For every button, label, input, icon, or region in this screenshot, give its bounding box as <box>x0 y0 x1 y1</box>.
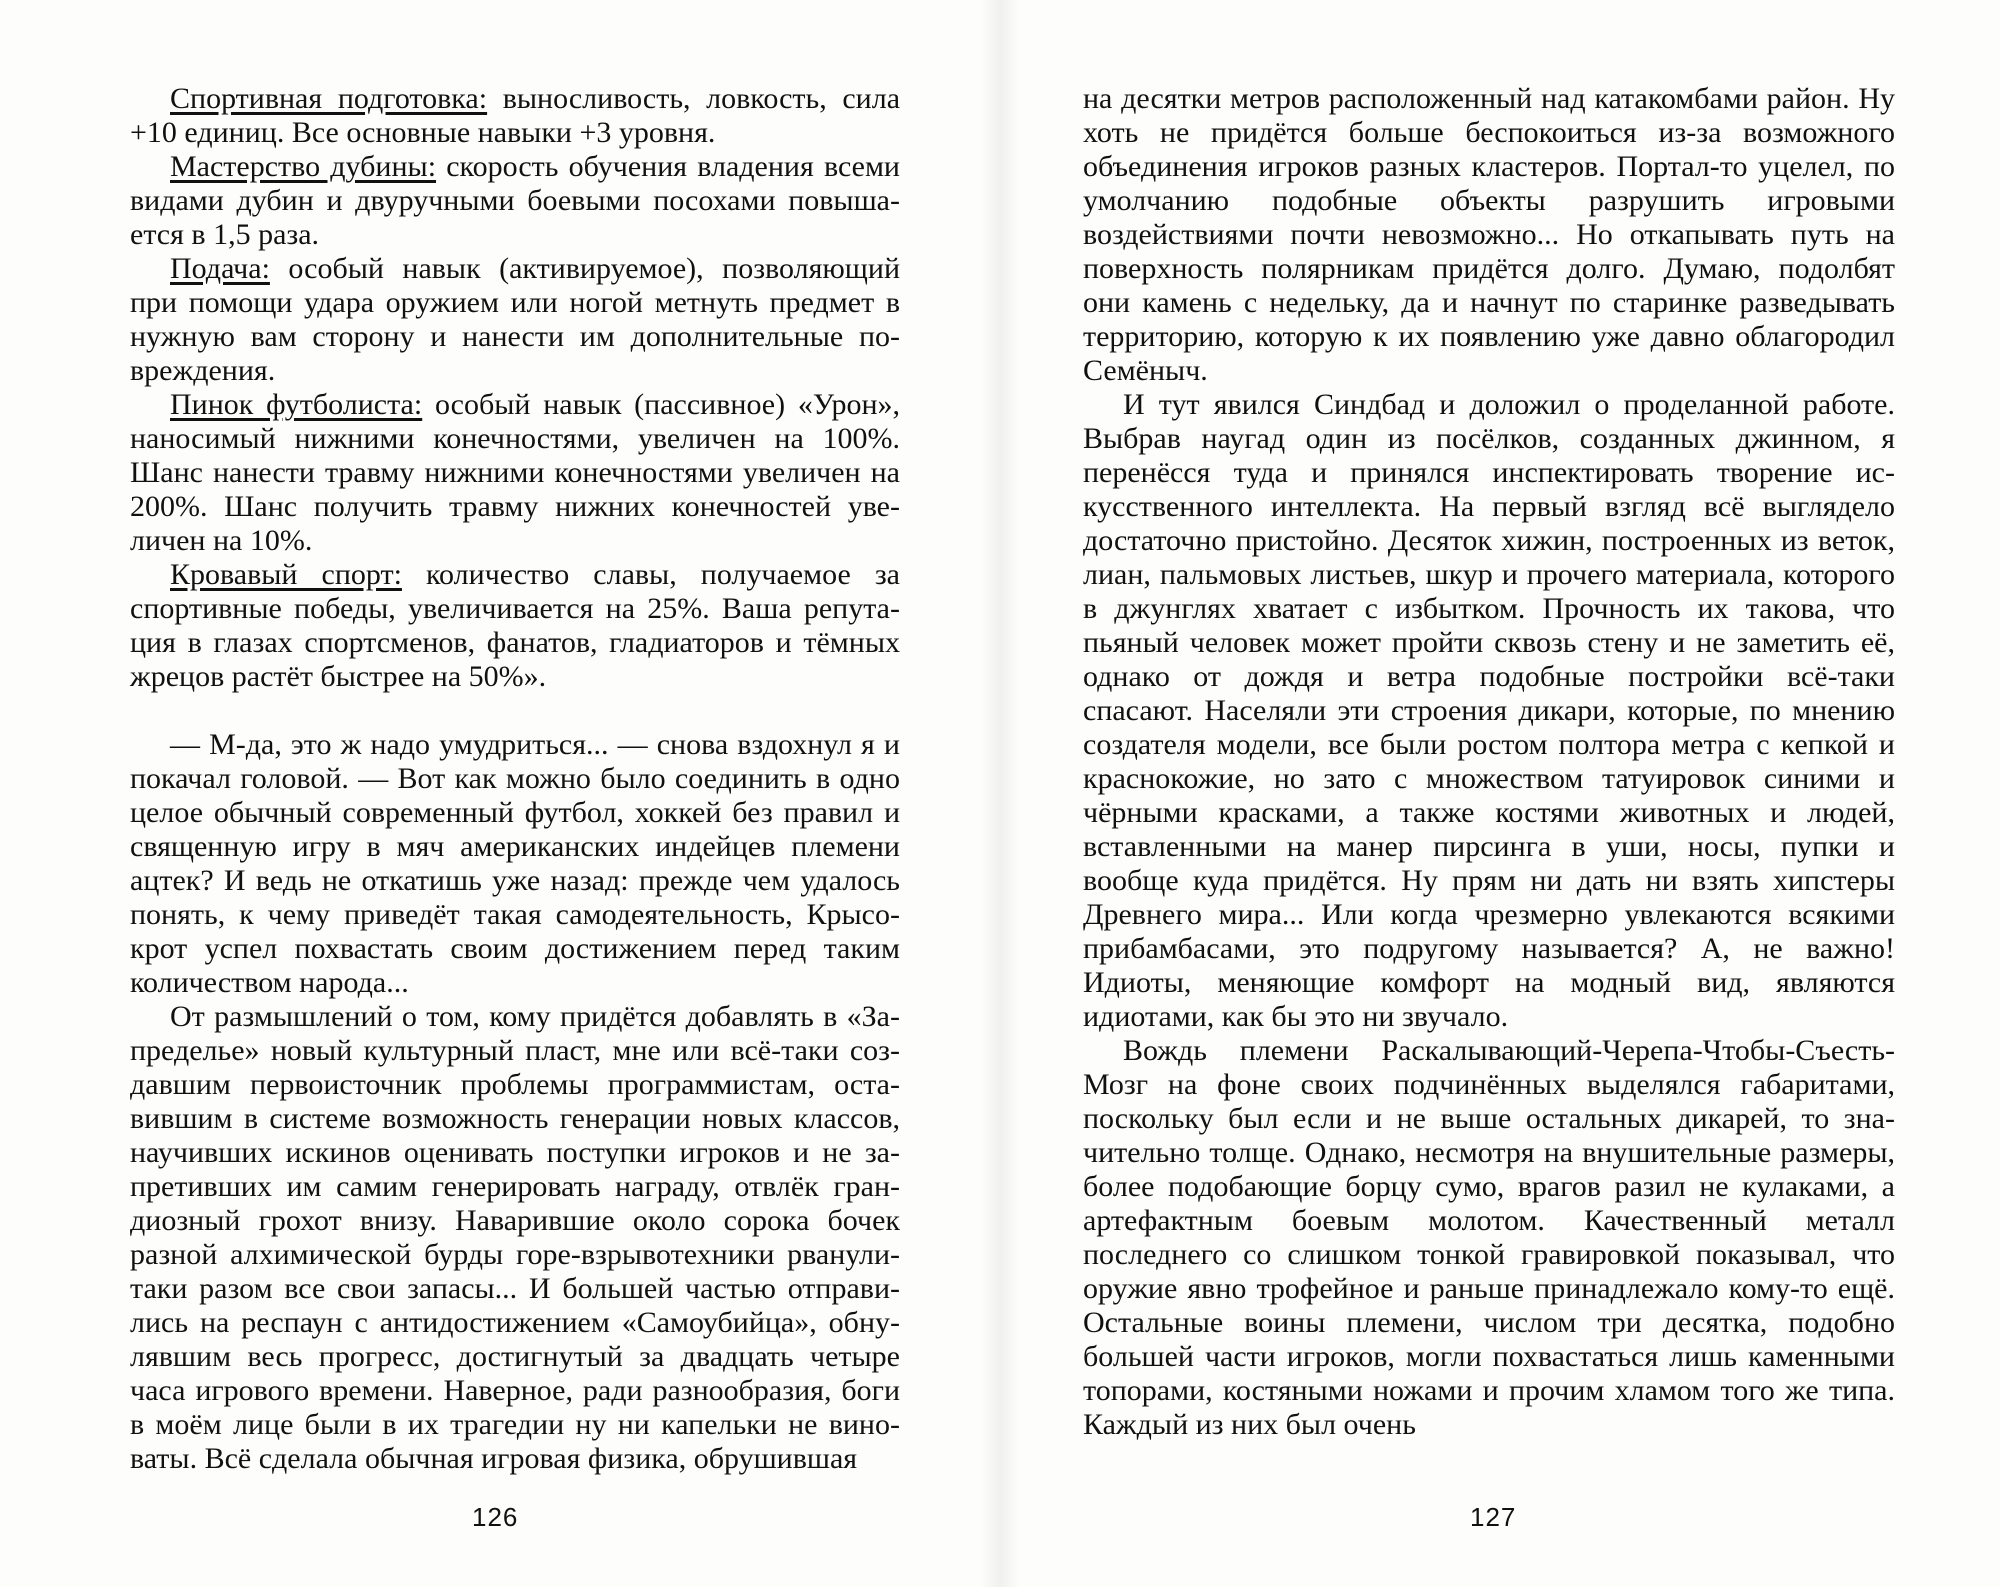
skill-description: скорость обучения владения всеми видами дубин и двуручными боевыми посохами повышается в 1,5 раза. <box>130 150 900 251</box>
book-gutter <box>980 0 1020 1587</box>
page-number-right: 127 <box>1470 1502 1517 1532</box>
skill-description: особый навык (активируемое), позволяющий при помощи удара оружием или ногой метнуть предмет в нужную вам сторону и нанести им дополнительные повреждения. <box>130 252 900 387</box>
page-number-left: 126 <box>472 1502 519 1532</box>
right-page-text <box>1083 82 1895 1442</box>
skill-description: количество славы, получаемое за спортивные победы, увеличивается на 25%. Ваша репутация в глазах спортсменов, фанатов, гладиаторов и тёмных жрецов растёт быстрее на 50%». <box>130 558 900 693</box>
skill-name: Пинок футболиста: <box>170 388 423 421</box>
right-page <box>1083 82 1895 1442</box>
skill-name: Кровавый спорт: <box>170 558 402 591</box>
body-paragraph: От размышлений о том, кому придётся добавлять в «Запределье» новый культурный пласт, мне или всё-таки создавшим первоисточник проблемы программистам, оставившим в системе возможность генерации новых классов, научивших искинов оценивать поступки игроков и не запретивших им самим генерировать награду, отвлёк грандиозный грохот внизу. Наварившие около сорока бочек разной алхимической бурды горе-взрывотехники рванули-таки разом все свои запасы... И большей частью отправились на респаун с антидостижением «Самоубийца», обнулявшим весь прогресс, достигнутый за двадцать четыре часа игрового времени. Наверное, ради разнообразия, боги в моём лице были в их трагедии ну ни капельки не виноваты. Всё сделала обычная игровая физика, обрушившая <box>130 1000 900 1475</box>
skill-description: выносливость, ловкость, сила +10 единиц. Все основные навыки +3 уровня. <box>130 82 901 149</box>
left-page-text <box>130 82 900 1476</box>
body-paragraph: И тут явился Синдбад и доложил о проделанной работе. Выбрав наугад один из посёлков, созданных джинном, я перенёсся туда и принялся инспектировать творение искусственного интеллекта. На первый взгляд всё выглядело достаточно пристойно. Десяток хижин, построенных из веток, лиан, пальмовых листьев, шкур и прочего материала, которого в джунглях хватает с избытком. Прочность их такова, что пьяный человек может пройти сквозь стену и не заметить её, однако от дождя и ветра подобные постройки всё-таки спасают. Населяли эти строения дикари, которые, по мнению создателя модели, все были ростом полтора метра с кепкой и краснокожие, но зато с множеством татуировок синими и чёрными красками, а также костями животных и людей, вставленными на манер пирсинга в уши, носы, пупки и вообще куда придётся. Ну прям ни дать ни взять хипстеры Древнего мира... Или когда чрезмерно увлекаются всякими прибамбасами, это подругому называется? А, не важно! Идиоты, меняющие комфорт на модный вид, являются идиотами, как бы это ни звучало. <box>1083 388 1895 1033</box>
skill-entry <box>130 150 900 252</box>
left-page <box>130 82 900 1476</box>
skill-entry <box>130 252 900 388</box>
skill-name: Спортивная подготовка: <box>170 82 488 115</box>
body-paragraph: — М-да, это ж надо умудриться... — снова вздохнул я и покачал головой. — Вот как можно было соединить в одно целое обычный современный футбол, хоккей без правил и священную игру в мяч американских индейцев племени ацтек? И ведь не откатишь уже назад: прежде чем удалось понять, к чему приведёт такая самодеятельность, Крысокрот успел похвастать своим достижением перед таким количеством народа... <box>130 728 900 999</box>
skill-entry <box>130 558 900 694</box>
continued-paragraph: на десятки метров расположенный над катакомбами район. Ну хоть не придётся больше беспокоиться из-за возможного объединения игроков разных кластеров. Портал-то уцелел, по умолчанию подобные объекты разрушить игровыми воздействиями почти невозможно... Но откапывать путь на поверхность полярникам придётся долго. Думаю, подолбят они камень с недельку, да и начнут по старинке разведывать территорию, которую к их появлению уже давно облагородил Семёныч. <box>1083 82 1895 387</box>
skill-entry <box>130 82 900 150</box>
skill-description: особый навык (пассивное) «Урон», наносимый нижними конечностями, увеличен на 100%. Шанс нанести травму нижними конечностями увеличен на 200%. Шанс получить травму нижних конечностей увеличен на 10%. <box>130 388 900 557</box>
body-paragraph: Вождь племени Раскалывающий-Черепа-Чтобы-Съесть-Мозг на фоне своих подчинённых выделялся габаритами, поскольку был если и не выше остальных дикарей, то значительно толще. Однако, несмотря на внушительные размеры, более подобающие борцу сумо, врагов разил не кулаками, а артефактным боевым молотом. Качественный металл последнего со слишком тонкой гравировкой показывал, что оружие явно трофейное и раньше принадлежало кому-то ещё. Остальные воины племени, числом три десятка, подобно большей части игроков, могли похвастаться лишь каменными топорами, костяными ножами и прочим хламом того же типа. Каждый из них был очень <box>1083 1034 1895 1441</box>
skill-entry <box>130 388 900 558</box>
skill-name: Подача: <box>170 252 270 285</box>
skill-name: Мастерство дубины: <box>170 150 437 183</box>
